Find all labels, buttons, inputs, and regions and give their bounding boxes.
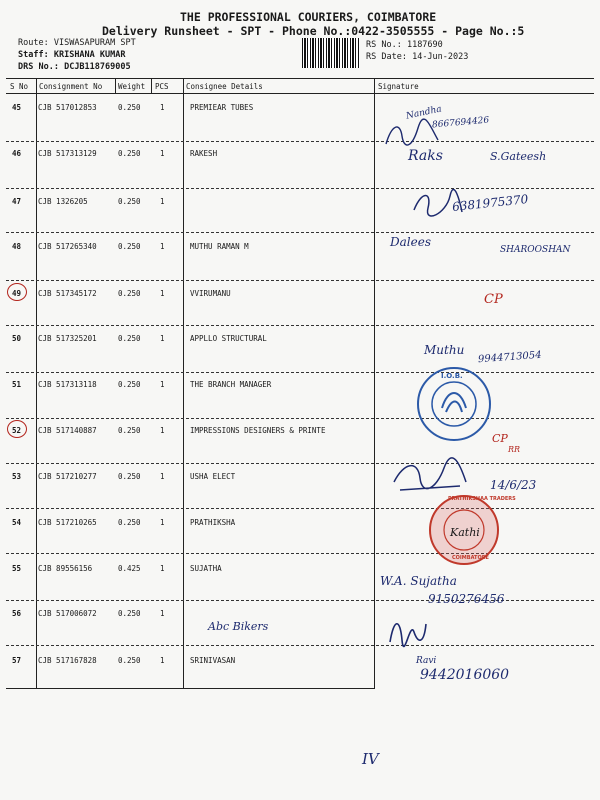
route-label: Route: [18, 38, 49, 48]
hand-r55-phone: 9150276456 [428, 592, 505, 606]
route-value: VISWASAPURAM SPT [53, 38, 136, 48]
cell-pcs: 1 [160, 242, 165, 251]
cell-sno: 46 [12, 149, 22, 158]
hand-r52-mark: CP [492, 432, 508, 445]
cell-sno: 56 [12, 609, 22, 618]
cell-consignee: PRATHIKSHA [190, 518, 236, 527]
cell-consignment: CJB 89556156 [38, 564, 93, 573]
cell-pcs: 1 [160, 426, 165, 435]
prathiksha-stamp-city: COIMBATORE [452, 555, 489, 561]
cell-pcs: 1 [160, 472, 165, 481]
company-title: THE PROFESSIONAL COURIERS, COIMBATORE [180, 10, 437, 24]
col-header-pcs: PCS [155, 82, 169, 91]
cell-consignee: SUJATHA [190, 564, 222, 573]
col-header-weight: Weight [118, 82, 146, 91]
cell-pcs: 1 [160, 289, 165, 298]
cell-consignment: CJB 517345172 [38, 289, 97, 298]
hand-r48-note: SHAROOSHAN [500, 245, 571, 255]
cell-weight: 0.250 [118, 380, 141, 389]
cell-weight: 0.250 [118, 103, 141, 112]
cell-pcs: 1 [160, 564, 165, 573]
cell-consignee: PREMIEAR TUBES [190, 103, 254, 112]
cell-sno: 47 [12, 197, 22, 206]
cell-sno: 53 [12, 472, 22, 481]
rs-date-value: 14-Jun-2023 [412, 52, 469, 62]
iob-stamp-label: I.O.B. [441, 372, 463, 380]
cell-weight: 0.250 [118, 426, 141, 435]
drs-label: DRS No.: [18, 62, 59, 72]
hand-r57-phone: 9442016060 [420, 667, 510, 683]
drs-value: DCJB118769005 [64, 62, 131, 72]
col-divider-sno [36, 78, 37, 688]
staff-value: KRISHANA KUMAR [53, 50, 126, 60]
table-header-rule [6, 93, 594, 94]
cell-sno: 49 [12, 289, 22, 298]
row-separator [6, 280, 594, 281]
row-separator [6, 463, 594, 464]
cell-pcs: 1 [160, 518, 165, 527]
rs-no-line [366, 40, 443, 50]
hand-r48-sig: Dalees [390, 235, 431, 249]
row-separator [6, 188, 594, 189]
hand-r50-sig: Muthu [424, 343, 465, 357]
cell-consignee: VVIRUMANU [190, 289, 231, 298]
cell-consignment: CJB 517313118 [38, 380, 97, 389]
row-separator [6, 372, 594, 373]
cell-weight: 0.250 [118, 472, 141, 481]
hand-r46-note: S.Gateesh [490, 150, 547, 163]
cell-consignee: RAKESH [190, 149, 218, 158]
cell-sno: 52 [12, 426, 22, 435]
hand-r47-phone: 6381975370 [451, 192, 529, 214]
hand-r56-name: Abc Bikers [208, 620, 269, 633]
cell-sno: 55 [12, 564, 22, 573]
scribble-r56 [384, 612, 430, 650]
circle-mark-52 [7, 420, 27, 438]
col-header-consignee: Consignee Details [186, 82, 263, 91]
cell-consignee: APPLLO STRUCTURAL [190, 334, 267, 343]
col-divider-consignee [374, 78, 375, 688]
cell-sno: 51 [12, 380, 22, 389]
cell-sno: 48 [12, 242, 22, 251]
cell-consignee: IMPRESSIONS DESIGNERS & PRINTE [190, 426, 326, 435]
col-divider-consignment [115, 78, 116, 93]
table-bottom-rule [6, 688, 375, 689]
hand-r53-date: 14/6/23 [490, 478, 537, 492]
row-separator [6, 325, 594, 326]
cell-weight: 0.250 [118, 149, 141, 158]
rs-date-label: RS Date: [366, 52, 407, 62]
cell-weight: 0.250 [118, 656, 141, 665]
cell-consignment: CJB 517265340 [38, 242, 97, 251]
cell-pcs: 1 [160, 380, 165, 389]
hand-r45-phone: 8667694426 [431, 115, 490, 131]
cell-weight: 0.250 [118, 197, 141, 206]
cell-consignment: CJB 517313129 [38, 149, 97, 158]
cell-pcs: 1 [160, 609, 165, 618]
cell-weight: 0.250 [118, 334, 141, 343]
col-divider-pcs [183, 78, 184, 688]
col-divider-weight [151, 78, 152, 93]
cell-consignee: USHA ELECT [190, 472, 236, 481]
cell-sno: 57 [12, 656, 22, 665]
rs-no-label: RS No.: [366, 40, 402, 50]
cell-consignment: CJB 517140887 [38, 426, 97, 435]
col-header-consignment: Consignment No [39, 82, 103, 91]
barcode [302, 38, 360, 68]
row-separator [6, 645, 594, 646]
cell-consignment: CJB 517012853 [38, 103, 97, 112]
cell-weight: 0.250 [118, 289, 141, 298]
row-separator [6, 141, 594, 142]
cell-sno: 50 [12, 334, 22, 343]
row-separator [6, 418, 594, 419]
prathiksha-stamp-signature: Kathi [450, 526, 480, 539]
prathiksha-stamp-label: PRATHIKSHAA TRADERS [448, 496, 516, 502]
runsheet-subtitle: Delivery Runsheet - SPT - Phone No.:0422-3505555 - Page No.:5 [102, 24, 525, 38]
hand-r45-name: Nandha [405, 104, 443, 122]
cell-consignment: CJB 1326205 [38, 197, 88, 206]
cell-consignment: CJB 517325201 [38, 334, 97, 343]
circle-mark-49 [7, 283, 27, 301]
cell-weight: 0.250 [118, 518, 141, 527]
cell-consignment: CJB 517167828 [38, 656, 97, 665]
rs-no-value: 1187690 [406, 40, 443, 50]
cell-consignment: CJB 517006072 [38, 609, 97, 618]
cell-consignee: MUTHU RAMAN M [190, 242, 249, 251]
footer-mark: IV [362, 750, 379, 768]
cell-pcs: 1 [160, 149, 165, 158]
cell-pcs: 1 [160, 197, 165, 206]
route-line [18, 38, 136, 48]
col-header-signature: Signature [378, 82, 419, 91]
cell-pcs: 1 [160, 103, 165, 112]
row-separator [6, 232, 594, 233]
row-separator [6, 553, 594, 554]
cell-pcs: 1 [160, 656, 165, 665]
staff-label: Staff: [18, 50, 49, 60]
cell-weight: 0.250 [118, 609, 141, 618]
cell-consignee: SRINIVASAN [190, 656, 236, 665]
scribble-r45 [382, 118, 442, 150]
hand-r50-phone: 9944713054 [477, 349, 542, 366]
cell-consignment: CJB 517210265 [38, 518, 97, 527]
cell-pcs: 1 [160, 334, 165, 343]
row-separator [6, 508, 594, 509]
cell-sno: 45 [12, 103, 22, 112]
table-top-rule [6, 78, 594, 79]
cell-consignee: THE BRANCH MANAGER [190, 380, 272, 389]
cell-weight: 0.250 [118, 242, 141, 251]
rs-date-line [366, 52, 468, 62]
cell-consignment: CJB 517210277 [38, 472, 97, 481]
row-separator [6, 600, 594, 601]
hand-r52-mark2: RR [508, 445, 521, 454]
col-header-sno: S No [10, 82, 29, 91]
staff-line [18, 50, 126, 60]
drs-line [18, 62, 131, 72]
cell-sno: 54 [12, 518, 22, 527]
cell-weight: 0.425 [118, 564, 141, 573]
hand-r49-mark: CP [484, 292, 503, 307]
hand-r55-sig: W.A. Sujatha [380, 574, 457, 588]
hand-r46-sig: Raks [408, 148, 443, 164]
hand-r57-sig: Ravi [416, 656, 437, 666]
